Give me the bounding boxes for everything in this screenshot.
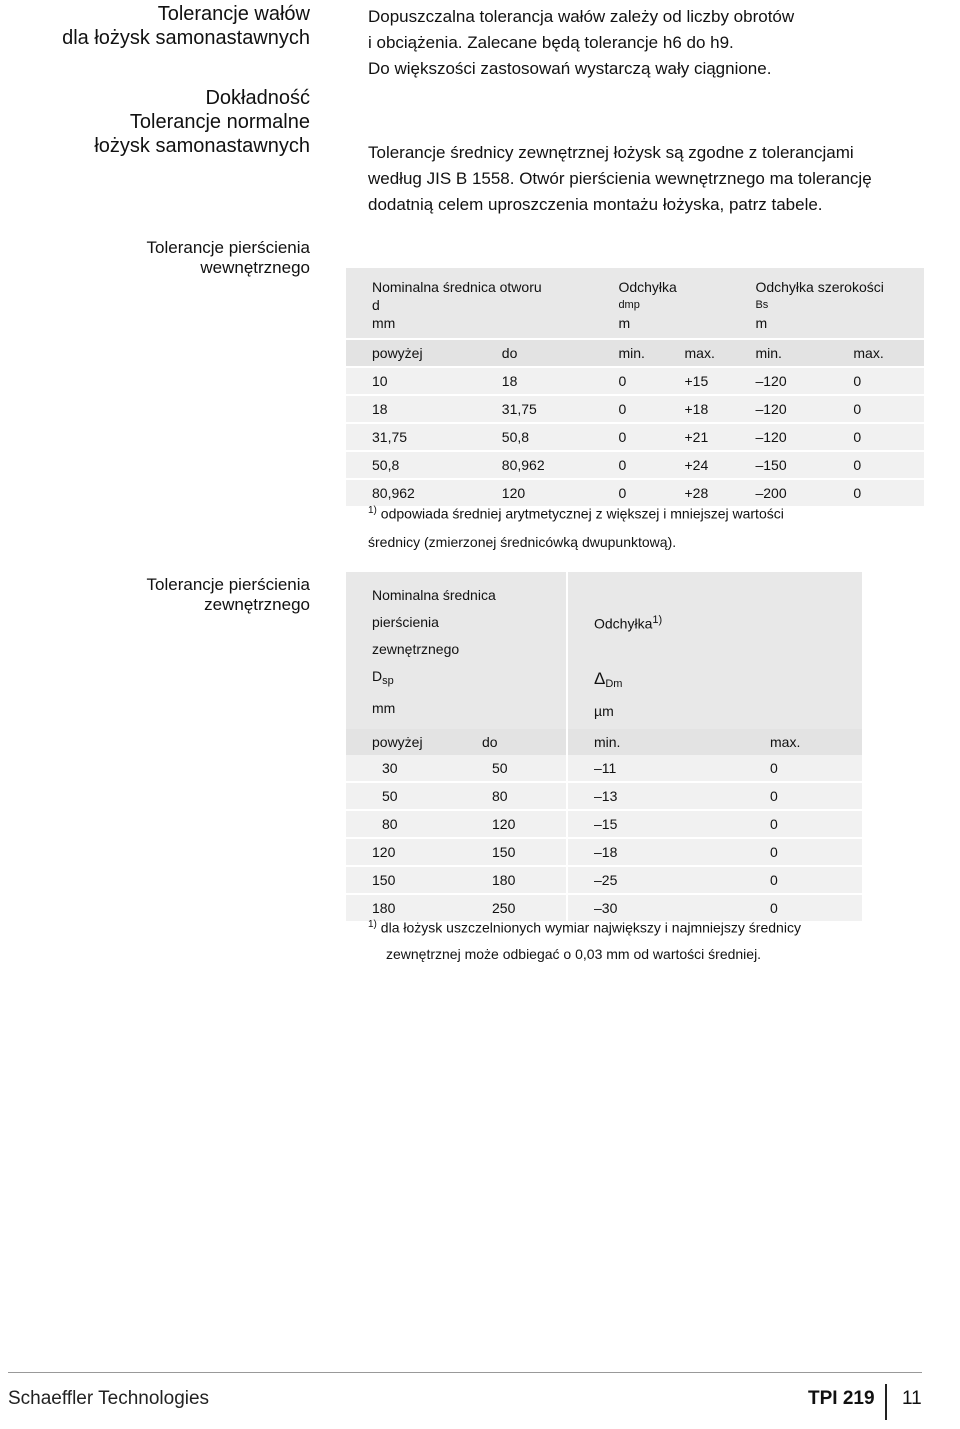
- header-cell-deviation: [567, 572, 862, 729]
- table-row: [346, 782, 862, 810]
- table-row: [346, 451, 924, 479]
- text-line: dodatnią celem uproszczenia montażu łożyska, patrz tabele.: [368, 195, 823, 214]
- footer-divider: [8, 1372, 922, 1373]
- header-text: dmp: [618, 299, 640, 311]
- table-cell: 50,8: [476, 423, 593, 451]
- text-line: Tolerancje średnicy zewnętrznej łożysk są zgodne z tolerancjami: [368, 143, 854, 162]
- inner-table-footnote: [368, 498, 784, 555]
- footnote-text: dla łożysk uszczelnionych wymiar największy i najmniejszy średnicy: [380, 919, 801, 936]
- table-cell: 0: [827, 451, 924, 479]
- table-cell: –120: [729, 367, 827, 395]
- table-row: [346, 395, 924, 423]
- table-cell: 0: [592, 423, 658, 451]
- symbol-text: Δ: [594, 668, 606, 688]
- document-code: TPI 219: [808, 1388, 875, 1409]
- table-row: [346, 810, 862, 838]
- intro-paragraph-2: [368, 140, 958, 218]
- symbol-subscript: Dm: [605, 677, 623, 690]
- page-number: 11: [902, 1388, 922, 1409]
- table-cell: 0: [744, 810, 862, 838]
- outer-ring-heading: [147, 575, 310, 615]
- header-text: Bs: [755, 299, 769, 311]
- text-line: Do większości zastosowań wystarczą wały ciągnione.: [368, 59, 772, 78]
- table-cell: 0: [827, 367, 924, 395]
- header-cell-deviation: [592, 268, 729, 339]
- outer-ring-tolerance-table: [346, 572, 862, 923]
- text-line: Dopuszczalna tolerancja wałów zależy od liczby obrotów: [368, 7, 795, 26]
- table-row: [346, 367, 924, 395]
- table-cell: 0: [827, 479, 924, 507]
- table-cell: –18: [567, 838, 744, 866]
- accuracy-heading: [94, 86, 310, 158]
- table-cell: +24: [659, 451, 730, 479]
- header-cell-diameter: [346, 268, 592, 339]
- text-line: i obciążenia. Zalecane będą tolerancje h6 do h9.: [368, 33, 734, 52]
- header-text: Nominalna średnica: [372, 587, 496, 604]
- footnote-mark: 1): [652, 614, 663, 626]
- table-header-row: [346, 268, 924, 339]
- header-text: µm: [594, 702, 614, 719]
- table-row: [346, 838, 862, 866]
- table-cell: 80: [456, 782, 567, 810]
- table-cell: 31,75: [346, 423, 476, 451]
- inner-ring-heading: [147, 238, 310, 278]
- footnote-text: średnicy (zmierzonej średnicówką dwupunktową).: [368, 533, 677, 550]
- table-cell: –120: [729, 423, 827, 451]
- header-text: Nominalna średnica otworu: [372, 279, 542, 295]
- table-subheader-row: [346, 729, 862, 755]
- table-cell: 120: [476, 479, 593, 507]
- heading-line: wewnętrznego: [200, 258, 310, 277]
- table-cell: 120: [346, 838, 456, 866]
- header-cell-width-deviation: [729, 268, 924, 339]
- intro-paragraph-1: [368, 4, 958, 82]
- table-cell: 30: [346, 755, 456, 782]
- header-text: mm: [372, 315, 396, 331]
- table-cell: +28: [659, 479, 730, 507]
- table-cell: 80,962: [476, 451, 593, 479]
- heading-line: Tolerancje normalne: [129, 111, 310, 133]
- subheader-cell: powyżej: [346, 729, 456, 755]
- footnote-mark: 1): [368, 919, 377, 930]
- table-subheader-row: [346, 339, 924, 367]
- header-text: mm: [372, 700, 396, 717]
- table-cell: –30: [567, 894, 744, 922]
- table-header-row: [346, 572, 862, 729]
- header-text: Odchyłka: [594, 615, 653, 632]
- table-cell: 120: [456, 810, 567, 838]
- header-text: m: [618, 315, 631, 331]
- heading-line: Tolerancje pierścienia: [146, 575, 310, 594]
- shaft-tolerance-heading: [62, 2, 310, 50]
- table-cell: 150: [456, 838, 567, 866]
- table-cell: 0: [592, 479, 658, 507]
- subheader-cell: max.: [744, 729, 862, 755]
- table-cell: 0: [592, 395, 658, 423]
- heading-line: Tolerancje wałów: [157, 3, 310, 25]
- table-cell: –120: [729, 395, 827, 423]
- table-cell: 180: [456, 866, 567, 894]
- table-cell: –13: [567, 782, 744, 810]
- footnote-mark: 1): [368, 505, 377, 516]
- text-line: według JIS B 1558. Otwór pierścienia wewnętrznego ma tolerancję: [368, 169, 872, 188]
- table-cell: –200: [729, 479, 827, 507]
- table-row: [346, 866, 862, 894]
- subheader-cell: min.: [567, 729, 744, 755]
- inner-ring-tolerance-table: [346, 268, 924, 508]
- subheader-cell: min.: [729, 339, 827, 367]
- header-cell-diameter: [346, 572, 567, 729]
- table-cell: +15: [659, 367, 730, 395]
- table-cell: 0: [592, 451, 658, 479]
- table-cell: 18: [476, 367, 593, 395]
- header-text: Odchyłka: [618, 279, 677, 295]
- table-cell: 18: [346, 395, 476, 423]
- heading-line: łożysk samonastawnych: [94, 135, 310, 157]
- header-symbol: [594, 665, 862, 698]
- header-text: zewnętrznego: [372, 641, 460, 658]
- table-cell: 80: [346, 810, 456, 838]
- table-cell: –15: [567, 810, 744, 838]
- table-cell: 31,75: [476, 395, 593, 423]
- table-cell: 180: [346, 894, 456, 922]
- table-row: [346, 755, 862, 782]
- header-text: d: [372, 297, 380, 313]
- heading-line: dla łożysk samonastawnych: [62, 27, 310, 49]
- table-cell: 0: [744, 782, 862, 810]
- subheader-cell: max.: [827, 339, 924, 367]
- table-cell: –25: [567, 866, 744, 894]
- footnote-text: zewnętrznej może odbiegać o 0,03 mm od wartości średniej.: [386, 945, 762, 962]
- heading-line: zewnętrznego: [204, 595, 310, 614]
- header-deviation-label: [594, 607, 862, 638]
- table-cell: 250: [456, 894, 567, 922]
- table-cell: +18: [659, 395, 730, 423]
- table-cell: +21: [659, 423, 730, 451]
- table-cell: 10: [346, 367, 476, 395]
- header-text: m: [755, 315, 768, 331]
- header-symbol: [372, 663, 566, 695]
- table-cell: 50: [456, 755, 567, 782]
- table-cell: 0: [744, 894, 862, 922]
- table-cell: 50,8: [346, 451, 476, 479]
- table-cell: 0: [744, 755, 862, 782]
- symbol-text: D: [372, 668, 383, 685]
- table-cell: 50: [346, 782, 456, 810]
- table-cell: 0: [744, 866, 862, 894]
- heading-line: Tolerancje pierścienia: [146, 238, 310, 257]
- subheader-cell: powyżej: [346, 339, 476, 367]
- outer-table-footnote: [368, 912, 801, 967]
- table-cell: –11: [567, 755, 744, 782]
- heading-line: Dokładność: [205, 87, 310, 109]
- brand-name: Schaeffler Technologies: [8, 1388, 210, 1409]
- table-cell: 80,962: [346, 479, 476, 507]
- header-text: Odchyłka szerokości: [755, 279, 884, 295]
- footnote-text: odpowiada średniej arytmetycznej z większej i mniejszej wartości: [380, 505, 784, 522]
- subheader-cell: do: [476, 339, 593, 367]
- table-cell: 0: [744, 838, 862, 866]
- table-cell: 0: [592, 367, 658, 395]
- table-cell: 0: [827, 395, 924, 423]
- subheader-cell: do: [456, 729, 567, 755]
- table-cell: –150: [729, 451, 827, 479]
- table-cell: 150: [346, 866, 456, 894]
- header-text: pierścienia: [372, 614, 439, 631]
- table-cell: 0: [827, 423, 924, 451]
- footer-separator: [885, 1384, 887, 1420]
- symbol-subscript: sp: [382, 675, 394, 688]
- table-row: [346, 423, 924, 451]
- subheader-cell: min.: [592, 339, 658, 367]
- subheader-cell: max.: [659, 339, 730, 367]
